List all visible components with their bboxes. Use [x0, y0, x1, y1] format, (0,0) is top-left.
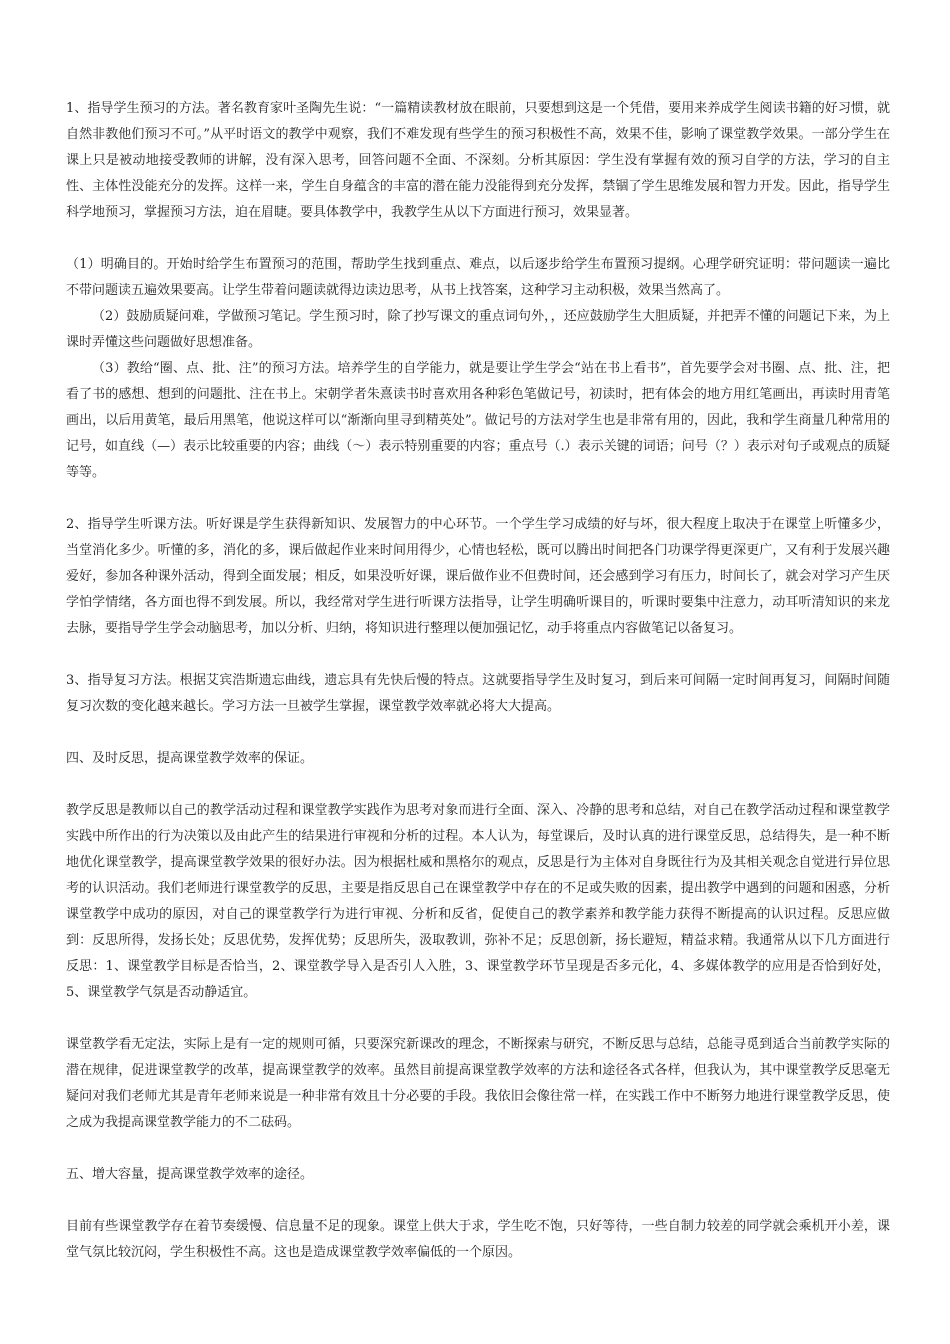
paragraph-clear-purpose: （1）明确目的。开始时给学生布置预习的范围，帮助学生找到重点、难点，以后逐步给学生布置预习提纲。心理学研究证明：带问题读一遍比不带问题读五遍效果要高。让学生带着问题读就得边读边思考，从书上找答案，这种学习主动积极，效果当然高了。: [66, 257, 890, 298]
paragraph-gap: [66, 1006, 890, 1032]
paragraph-gap: [66, 486, 890, 512]
paragraph-no-fixed-method: 课堂教学看无定法，实际上是有一定的规则可循，只要深究新课改的理念，不断探索与研究，不断反思与总结，总能寻觅到适合当前教学实际的潜在规律，促进课堂教学的改革，提高课堂教学的效率。虽然目前提高课堂教学效率的方法和途径各式各样，但我认为，其中课堂教学反思毫无疑问对我们老师尤其是青年老师来说是一种非常有效且十分必要的手段。我依旧会像往常一样，在实践工作中不断努力地进行课堂教学反思，使之成为我提高课堂教学能力的不二砝码。: [66, 1037, 890, 1130]
section-heading-capacity: 五、增大容量，提高课堂教学效率的途径。: [66, 1167, 314, 1182]
paragraph-listening-method: 2、指导学生听课方法。听好课是学生获得新知识、发展智力的中心环节。一个学生学习成绩的好与坏，很大程度上取决于在课堂上听懂多少，当堂消化多少。听懂的多，消化的多，课后做起作业来时间用得少，心情也轻松，既可以腾出时间把各门功课学得更深更广，又有利于发展兴趣爱好，参加各种课外活动，得到全面发展；相反，如果没听好课，课后做作业不但费时间，还会感到学习有压力，时间长了，就会对学习产生厌学怕学情绪，各方面也得不到发展。所以，我经常对学生进行听课方法指导，让学生明确听课目的，听课时要集中注意力，动耳听清知识的来龙去脉，要指导学生学会动脑思考，加以分析、归纳，将知识进行整理以便加强记忆，动手将重点内容做笔记以备复习。: [66, 517, 890, 636]
paragraph-slow-pace: 目前有些课堂教学存在着节奏缓慢、信息量不足的现象。课堂上供大于求，学生吃不饱，只好等待，一些自制力较差的同学就会乘机开小差，课堂气氛比较沉闷，学生积极性不高。这也是造成课堂教学效率偏低的一个原因。: [66, 1219, 890, 1260]
paragraph-review-method: 3、指导复习方法。根据艾宾浩斯遗忘曲线，遗忘具有先快后慢的特点。这就要指导学生及时复习，到后来可间隔一定时间再复习，间隔时间随复习次数的变化越来越长。学习方法一旦被学生掌握，课堂教学效率就必将大大提高。: [66, 673, 890, 714]
paragraph-teaching-reflection: 教学反思是教师以自己的教学活动过程和课堂教学实践作为思考对象而进行全面、深入、冷静的思考和总结，对自己在教学活动过程和课堂教学实践中所作出的行为决策以及由此产生的结果进行审视和分析的过程。本人认为，每堂课后，及时认真的进行课堂反思，总结得失，是一种不断地优化课堂教学，提高课堂教学效果的很好办法。因为根据杜威和黑格尔的观点，反思是行为主体对自身既往行为及其相关观念自觉进行异位思考的认识活动。我们老师进行课堂教学的反思，主要是指反思自己在课堂教学中存在的不足或失败的因素，提出教学中遇到的问题和困惑，分析课堂教学中成功的原因，对自己的课堂教学行为进行审视、分析和反省，促使自己的教学素养和教学能力获得不断提高的认识过程。反思应做到：反思所得，发扬长处；反思优势，发挥优势；反思所失，汲取教训，弥补不足；反思创新，扬长避短，精益求精。我通常从以下几方面进行反思：1、课堂教学目标是否恰当，2、课堂教学导入是否引人入胜，3、课堂教学环节呈现是否多元化，4、多媒体教学的应用是否恰到好处，5、课堂教学气氛是否动静适宜。: [66, 803, 890, 1000]
paragraph-encourage-questions: （2）鼓励质疑问难，学做预习笔记。学生预习时，除了抄写课文的重点词句外，，还应鼓励学生大胆质疑，并把弄不懂的问题记下来，为上课时弄懂这些问题做好思想准备。: [66, 309, 890, 350]
paragraph-gap: [66, 642, 890, 668]
paragraph-preview-method: 1、指导学生预习的方法。著名教育家叶圣陶先生说：“一篇精读教材放在眼前，只要想到这是一个凭借，要用来养成学生阅读书籍的好习惯，就自然非教他们预习不可。”从平时语文的教学中观察，我们不难发现有些学生的预习积极性不高，效果不佳，影响了课堂教学效果。一部分学生在课上只是被动地接受教师的讲解，没有深入思考，回答问题不全面、不深刻。分析其原因：学生没有掌握有效的预习自学的方法，学习的自主性、主体性没能充分的发挥。这样一来，学生自身蕴含的丰富的潜在能力没能得到充分发挥，禁锢了学生思维发展和智力开发。因此，指导学生科学地预习，掌握预习方法，迫在眉睫。要具体教学中，我教学生从以下方面进行预习，效果显著。: [66, 101, 890, 220]
paragraph-gap: [66, 1136, 890, 1162]
paragraph-gap: [66, 772, 890, 798]
paragraph-gap: [66, 1188, 890, 1214]
paragraph-annotation-method: （3）教给“圈、点、批、注”的预习方法。培养学生的自学能力，就是要让学生学会“站在书上看书”，首先要学会对书圈、点、批、注，把看了书的感想、想到的问题批、注在书上。宋朝学者朱熹读书时喜欢用各种彩色笔做记号，初读时，把有体会的地方用红笔画出，再读时用青笔画出，以后用黄笔，最后用黑笔，他说这样可以“渐渐向里寻到精英处”。做记号的方法对学生也是非常有用的，因此，我和学生商量几种常用的记号，如直线（—）表示比较重要的内容；曲线（～）表示特别重要的内容；重点号（.）表示关键的词语；问号（？）表示对句子或观点的质疑等等。: [66, 361, 890, 480]
section-heading-reflection: 四、及时反思，提高课堂教学效率的保证。: [66, 751, 314, 766]
document-body: [66, 96, 890, 1266]
paragraph-gap: [66, 226, 890, 252]
paragraph-gap: [66, 720, 890, 746]
